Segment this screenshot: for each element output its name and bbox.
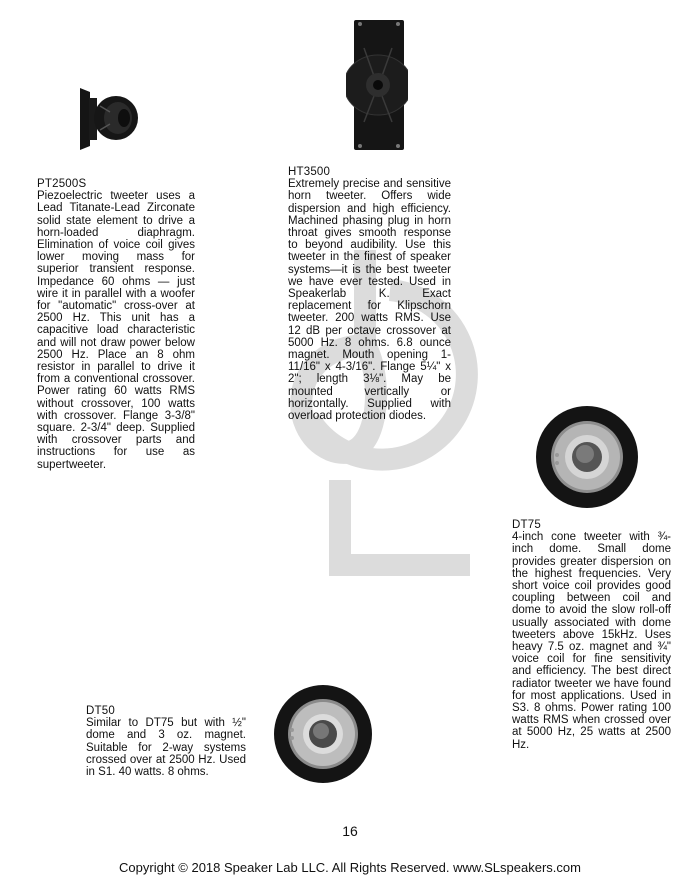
product-ht3500 <box>288 166 451 422</box>
product-pt2500s <box>37 178 195 471</box>
pt2500s-tweeter-image <box>76 86 140 152</box>
dt50-dome-tweeter-image <box>272 684 374 784</box>
product-name: HT3500 <box>288 166 331 178</box>
product-name: DT75 <box>512 519 541 531</box>
product-dt50 <box>86 705 246 778</box>
ht3500-horn-tweeter-image <box>346 18 408 152</box>
product-description: 4-inch cone tweeter with ¾-inch dome. Small dome provides greater dispersion on the highest frequencies. Very short voice coil provides good coupling between coil and dome to avoid the slow roll-off usually associated with dome tweeters above 15kHz. Uses heavy 7.5 oz. magnet and ¾" voice coil for fine sensitivity and efficiency. The best direct radiator tweeter we have found for most applications. Used in S3. 8 ohms. Power rating 100 watts RMS when crossed over at 5000 Hz, 25 watts at 2500 Hz. <box>512 531 671 751</box>
page-number: 16 <box>342 823 358 839</box>
product-dt75 <box>512 519 671 751</box>
copyright-footer: Copyright © 2018 Speaker Lab LLC. All Rights Reserved. www.SLspeakers.com <box>119 860 581 875</box>
product-name: DT50 <box>86 705 115 717</box>
product-description: Extremely precise and sensitive horn tweeter. Offers wide dispersion and high efficiency. Machined phasing plug in horn throat gives smooth response to beyond audibility. Use this tweeter in the finest of speaker systems—it is the best tweeter we have ever tested. Used in Speakerlab K. Exact replacement for Klipschorn tweeter. 200 watts RMS. Use 12 dB per octave crossover at 5000 Hz. 8 ohms. 6.8 ounce magnet. Mouth opening 1-11/16" x 4-3/16". Flange 5¼" x 2"; length 3⅛". May be mounted vertically or horizontally. Supplied with overload protection diodes. <box>288 178 451 423</box>
dt75-dome-tweeter-image <box>535 405 639 509</box>
product-name: PT2500S <box>37 178 87 190</box>
product-description: Piezoelectric tweeter uses a Lead Titanate-Lead Zirconate solid state element to drive a horn-loaded diaphragm. Elimination of voice coil gives lower moving mass for superior transient response. Impedance 60 ohms — just wire it in parallel with a woofer for "automatic" cross-over at 2500 Hz. This unit has a capacitive load characteristic and will not draw power below 2500 Hz. Place an 8 ohm resistor in parallel to drive it from a conventional crossover. Power rating 60 watts RMS without crossover, 100 watts with crossover. Flange 3-3/8" square. 2-3/4" deep. Supplied with crossover parts and instructions for use as supertweeter. <box>37 190 195 471</box>
product-description: Similar to DT75 but with ½" dome and 3 oz. magnet. Suitable for 2-way systems crossed over at 2500 Hz. Used in S1. 40 watts. 8 ohms. <box>86 717 246 779</box>
